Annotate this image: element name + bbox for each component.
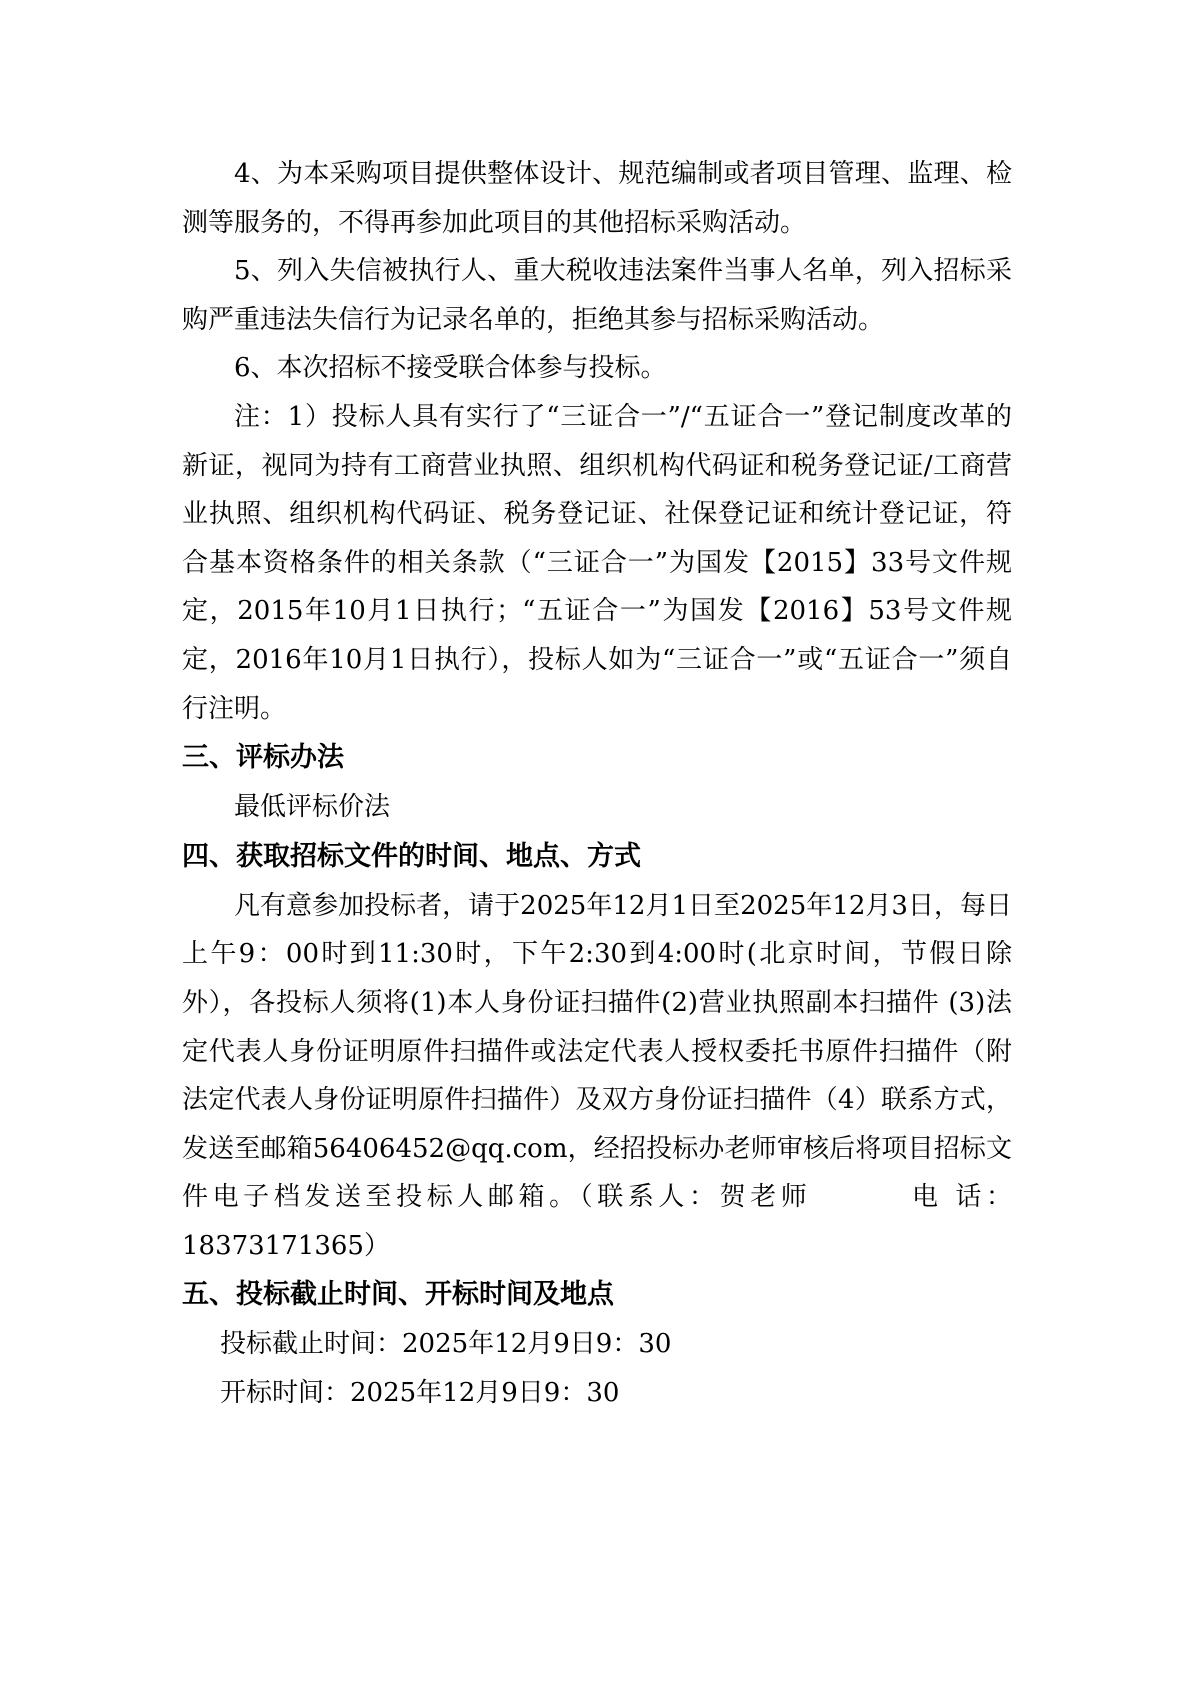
requirement-item-5: 5、列入失信被执行人、重大税收违法案件当事人名单，列入招标采购严重违法失信行为记录名单的，拒绝其参与招标采购活动。 [182, 256, 1012, 335]
requirement-item-4: 4、为本采购项目提供整体设计、规范编制或者项目管理、监理、检测等服务的，不得再参加此项目的其他招标采购活动。 [182, 159, 1012, 238]
evaluation-method: 最低评标价法 [234, 792, 391, 823]
bid-opening-time: 开标时间：2025年12月9日9：30 [220, 1378, 620, 1409]
contact-phone: 电 话：18373171365） [182, 1182, 1012, 1261]
note-paragraph: 注：1）投标人具有实行了“三证合一”/“五证合一”登记制度改革的新证，视同为持有工商营业执照、组织机构代码证和税务登记证/工商营业执照、组织机构代码证、税务登记证、社保登记证和统计登记证，符合基本资格条件的相关条款（“三证合一”为国发【2015】33号文件规定，2015年10月1日执行；“五证合一”为国发【2016】53号文件规定，2016年10月1日执行），投标人如为“三证合一”或“五证合一”须自行注明。 [182, 401, 1012, 724]
section-5-heading: 五、投标截止时间、开标时间及地点 [182, 1279, 614, 1311]
requirement-item-6: 6、本次招标不接受联合体参与投标。 [234, 353, 667, 384]
document-body [182, 150, 1012, 1418]
document-acquisition-paragraph [182, 882, 1012, 1271]
section-3-heading: 三、评标办法 [182, 742, 344, 774]
bid-deadline: 投标截止时间：2025年12月9日9：30 [220, 1329, 672, 1360]
section-4-heading: 四、获取招标文件的时间、地点、方式 [182, 840, 641, 872]
acquisition-text: 凡有意参加投标者，请于2025年12月1日至2025年12月3日，每日上午9：00时到11:30时，下午2:30到4:00时(北京时间，节假日除外），各投标人须将(1)本人身份证扫描件(2)营业执照副本扫描件 (3)法定代表人身份证明原件扫描件或法定代表人授权委托书原件扫描件（附法定代表人身份证明原件扫描件）及双方身份证扫描件（4）联系方式，发送至邮箱56406452@qq.com，经招投标办老师审核后将项目招标文件电子档发送至投标人邮箱。（联系人：贺老师 [182, 890, 1012, 1213]
